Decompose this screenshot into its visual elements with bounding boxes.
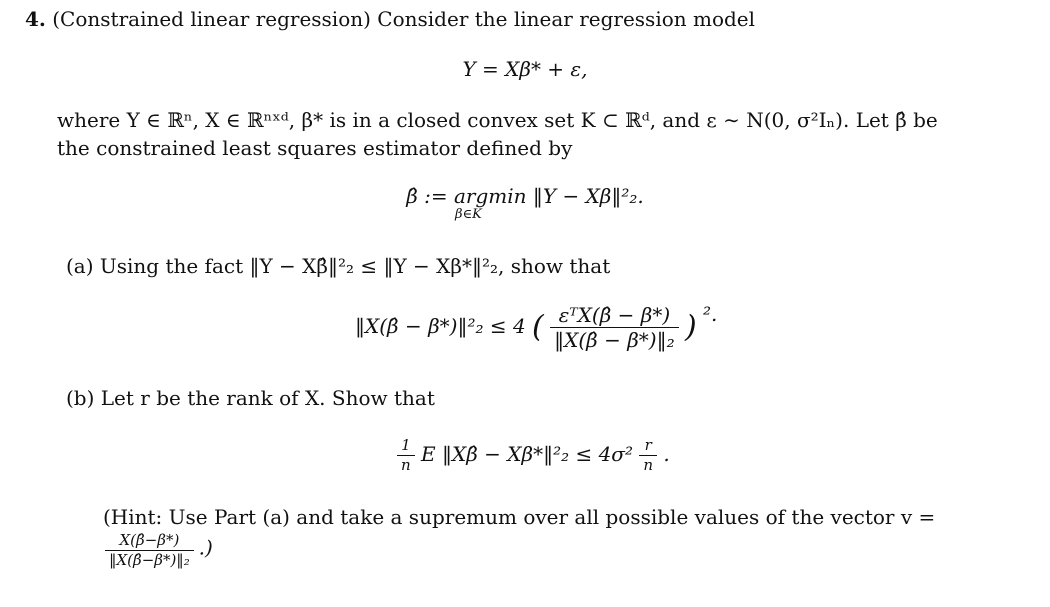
part-b-statement: (b) Let r be the rank of X. Show that <box>66 386 435 410</box>
part-a-inequality-left: ‖X(β̂ − β*)‖²₂ ≤ 4 <box>355 314 526 338</box>
estimator-equation: β̂ := argmin ‖Y − Xβ‖²₂. <box>406 184 644 208</box>
part-b-right-fraction <box>639 438 657 473</box>
part-b-left-numerator: 1 <box>397 438 415 456</box>
part-b-left-denominator: n <box>401 456 411 474</box>
part-a-fraction <box>550 305 678 350</box>
part-a-fraction-bottom: ‖X(β̂ − β*)‖₂ <box>554 328 675 352</box>
constrained-line: the constrained least squares estimator defined by <box>57 136 573 160</box>
hint-fraction <box>105 533 194 568</box>
part-b-right-denominator: n <box>643 456 653 474</box>
part-a-inequality <box>355 302 718 352</box>
part-b-mid: E ‖Xβ̂ − Xβ*‖²₂ ≤ 4σ² <box>421 442 633 466</box>
estimator-subscript: β∈K <box>455 207 482 222</box>
hint-vector <box>105 533 213 568</box>
part-b-inequality <box>397 438 670 473</box>
part-a-statement: (a) Using the fact ‖Y − Xβ̂‖²₂ ≤ ‖Y − Xβ*‖²₂, show that <box>66 254 611 278</box>
hint-fraction-bottom: ‖X(β̂−β*)‖₂ <box>109 551 190 569</box>
part-b-right-numerator: r <box>639 438 657 456</box>
problem-heading <box>25 9 755 29</box>
part-b-left-fraction <box>397 438 415 473</box>
part-a-fraction-top: εᵀX(β̂ − β*) <box>550 305 678 328</box>
hint-fraction-top: X(β̂−β*) <box>105 533 194 551</box>
hint-end: .) <box>198 535 213 560</box>
problem-number: 4. <box>25 7 46 31</box>
part-a-tail: ². <box>703 302 718 326</box>
hint-line: (Hint: Use Part (a) and take a supremum over all possible values of the vector v = <box>103 505 936 529</box>
where-line: where Y ∈ ℝⁿ, X ∈ ℝⁿˣᵈ, β* is in a closed convex set K ⊂ ℝᵈ, and ε ∼ N(0, σ²Iₙ). Let β̂ be <box>57 108 938 132</box>
left-paren: ( <box>532 309 544 345</box>
model-equation: Y = Xβ* + ε, <box>462 57 588 81</box>
part-b-period: . <box>663 442 670 466</box>
problem-title: (Constrained linear regression) Consider the linear regression model <box>52 7 756 31</box>
right-paren: ) <box>684 309 697 345</box>
